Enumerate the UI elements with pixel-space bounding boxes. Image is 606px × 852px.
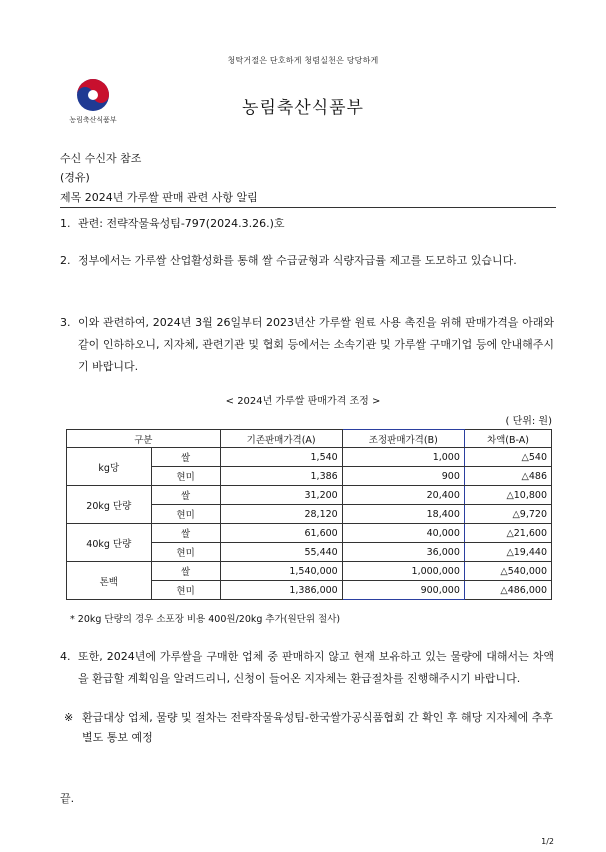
price-difference: △486,000 [464, 581, 551, 600]
ministry-title: 농림축산식품부 [242, 98, 364, 118]
price-difference: △540,000 [464, 562, 551, 581]
paragraph-3 [60, 312, 554, 378]
old-price: 1,386 [220, 467, 342, 486]
new-price: 1,000 [342, 448, 464, 467]
group-label: 톤백 [67, 562, 152, 600]
rice-type: 현미 [151, 581, 220, 600]
old-price: 1,540 [220, 448, 342, 467]
price-difference: △10,800 [464, 486, 551, 505]
group-label: 40kg 단량 [67, 524, 152, 562]
refund-notice [64, 708, 554, 748]
new-price: 900 [342, 467, 464, 486]
rice-type: 현미 [151, 467, 220, 486]
paragraph-text: 관련: 전략작물육성팀-797(2024.3.26.)호 [78, 217, 285, 230]
group-label: kg당 [67, 448, 152, 486]
paragraph-1 [60, 213, 554, 235]
table-unit: ( 단위: 원) [505, 416, 552, 427]
paragraph-text: 또한, 2024년에 가루쌀을 구매한 업체 중 판매하지 않고 현재 보유하고 있는 물량에 대해서는 차액을 환급할 계획임을 알려드리니, 신청이 들어온 지자체는 환급절차를 진행해주시기 바랍니다. [78, 650, 554, 685]
rice-type: 현미 [151, 505, 220, 524]
page-number: 1/2 [541, 837, 554, 846]
new-price: 18,400 [342, 505, 464, 524]
recipient-line: 수신 수신자 참조 [60, 152, 142, 165]
new-price: 1,000,000 [342, 562, 464, 581]
group-label: 20kg 단량 [67, 486, 152, 524]
price-difference: △21,600 [464, 524, 551, 543]
old-price: 1,386,000 [220, 581, 342, 600]
header-new-price: 조정판매가격(B) [342, 430, 464, 448]
table-header-row [67, 430, 552, 448]
price-difference: △9,720 [464, 505, 551, 524]
via-line: (경유) [60, 171, 90, 184]
rice-type: 쌀 [151, 524, 220, 543]
price-table [66, 429, 552, 600]
old-price: 61,600 [220, 524, 342, 543]
paragraph-number: 3. [60, 316, 71, 329]
new-price: 40,000 [342, 524, 464, 543]
logo-text: 농림축산식품부 [69, 116, 117, 124]
new-price: 900,000 [342, 581, 464, 600]
paragraph-number: 2. [60, 254, 71, 267]
old-price: 1,540,000 [220, 562, 342, 581]
subject-line: 제목 2024년 가루쌀 판매 관련 사항 알림 [60, 191, 258, 204]
header-old-price: 기존판매가격(A) [220, 430, 342, 448]
subject-divider [60, 207, 556, 208]
table-row [67, 448, 552, 467]
paragraph-2 [60, 250, 554, 272]
slogan: 청탁거절은 단호하게 청렴실천은 당당하게 [227, 56, 379, 65]
table-row [67, 524, 552, 543]
new-price: 20,400 [342, 486, 464, 505]
rice-type: 쌀 [151, 486, 220, 505]
rice-type: 쌀 [151, 562, 220, 581]
price-difference: △540 [464, 448, 551, 467]
table-row [67, 562, 552, 581]
document-end: 끝. [60, 792, 75, 805]
paragraph-number: 4. [60, 650, 71, 663]
rice-type: 현미 [151, 543, 220, 562]
header-category: 구분 [67, 430, 221, 448]
old-price: 31,200 [220, 486, 342, 505]
price-difference: △19,440 [464, 543, 551, 562]
paragraph-number: 1. [60, 217, 71, 230]
paragraph-4 [60, 646, 554, 690]
old-price: 28,120 [220, 505, 342, 524]
new-price: 36,000 [342, 543, 464, 562]
table-row [67, 486, 552, 505]
table-caption: < 2024년 가루쌀 판매가격 조정 > [225, 396, 381, 407]
rice-type: 쌀 [151, 448, 220, 467]
paragraph-text: 이와 관련하여, 2024년 3월 26일부터 2023년산 가루쌀 원료 사용 촉진을 위해 판매가격을 아래와 같이 인하하오니, 지자체, 관련기관 및 협회 등에서는 소속기관 및 가루쌀 구매기업 등에 안내해주시기 바랍니다. [78, 316, 554, 373]
price-difference: △486 [464, 467, 551, 486]
reference-mark: ※ [64, 711, 74, 724]
header-difference: 차액(B-A) [464, 430, 551, 448]
old-price: 55,440 [220, 543, 342, 562]
paragraph-text: 정부에서는 가루쌀 산업활성화를 통해 쌀 수급균형과 식량자급률 제고를 도모하고 있습니다. [78, 254, 517, 267]
table-note: * 20kg 단량의 경우 소포장 비용 400원/20kg 추가(원단위 절사) [70, 614, 341, 625]
refund-notice-text: 환급대상 업체, 물량 및 절차는 전략작물육성팀-한국쌀가공식품협회 간 확인 후 해당 지자체에 추후 별도 통보 예정 [82, 711, 553, 744]
